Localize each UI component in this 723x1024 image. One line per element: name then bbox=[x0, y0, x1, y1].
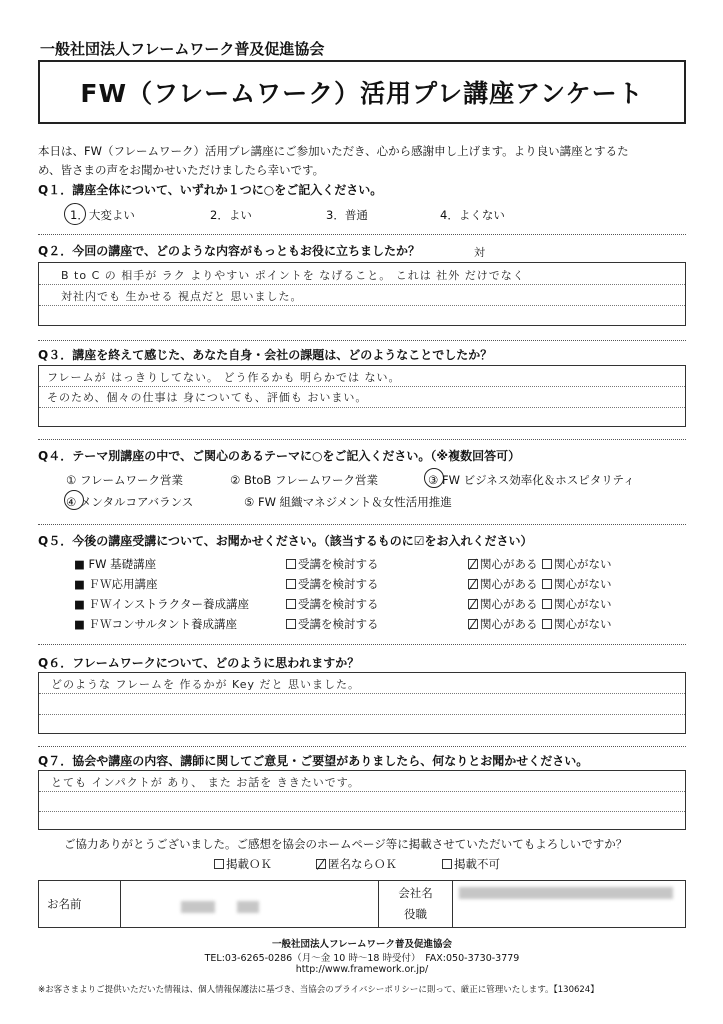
q4-theme[interactable]: ① フレームワーク営業 bbox=[66, 473, 184, 487]
q1-option[interactable]: 3．普通 bbox=[326, 208, 368, 222]
checkbox-icon bbox=[542, 559, 552, 569]
q5-label: Q５．今後の講座受講について、お聞かせください。（該当するものに☑をお入れください） bbox=[38, 534, 533, 548]
q5-table bbox=[74, 556, 674, 636]
divider bbox=[38, 340, 686, 341]
consent-option[interactable]: 掲載ＯＫ bbox=[214, 856, 272, 872]
q5-course: ■ FW 基礎講座 bbox=[74, 557, 157, 571]
divider bbox=[38, 439, 686, 440]
q7-answer-box[interactable] bbox=[38, 770, 686, 830]
checkbox-icon bbox=[542, 579, 552, 589]
divider bbox=[38, 234, 686, 235]
company-label-cell bbox=[379, 881, 453, 927]
q3-answer-line: そのため、個々の仕事は 身についても、評価も おいまい。 bbox=[47, 391, 368, 404]
intro-line-2: め、皆さまの声をお聞かせいただけましたら幸いです。 bbox=[38, 163, 325, 177]
q6-label: Q６．フレームワークについて、どのように思われますか？ bbox=[38, 656, 360, 670]
checkbox-icon bbox=[286, 559, 296, 569]
checkbox-icon bbox=[286, 599, 296, 609]
checkbox-checked-icon bbox=[316, 859, 326, 869]
q5-option-consider[interactable]: 受講を検討する bbox=[286, 576, 379, 592]
redacted-name bbox=[237, 901, 259, 913]
q5-course: ■ ＦＷインストラクター養成講座 bbox=[74, 597, 249, 611]
redacted-name bbox=[181, 901, 215, 913]
name-field[interactable] bbox=[121, 881, 379, 927]
checkbox-icon bbox=[286, 619, 296, 629]
privacy-note: ※お客さまよりご提供いただいた情報は、個人情報保護法に基づき、当協会のプライバシーポリシーに則って、厳正に管理いたします。【130624】 bbox=[38, 985, 599, 995]
checkbox-icon bbox=[542, 599, 552, 609]
q2-label: Q２．今回の講座で、どのような内容がもっともお役に立ちましたか？ bbox=[38, 244, 420, 258]
q6-answer-line: どのような フレームを 作るかが Key だと 思いました。 bbox=[51, 678, 360, 691]
q5-option-consider[interactable]: 受講を検討する bbox=[286, 596, 379, 612]
q2-answer-box[interactable] bbox=[38, 262, 686, 326]
checkbox-checked-icon bbox=[468, 599, 478, 609]
q5-option-consider[interactable]: 受講を検討する bbox=[286, 556, 379, 572]
q5-option-interested[interactable]: 関心がある bbox=[468, 556, 538, 572]
divider bbox=[38, 524, 686, 525]
checkbox-checked-icon bbox=[468, 619, 478, 629]
q3-answer-box[interactable] bbox=[38, 365, 686, 427]
q7-answer-line: とても インパクトが あり、 また お話を ききたいです。 bbox=[51, 776, 360, 789]
name-label: お名前 bbox=[47, 897, 82, 911]
intro-text bbox=[38, 142, 686, 180]
q5-option-interested[interactable]: 関心がある bbox=[468, 596, 538, 612]
q4-theme[interactable]: ⑤ FW 組織マネジメント＆女性活用推進 bbox=[244, 495, 452, 509]
checkbox-checked-icon bbox=[468, 559, 478, 569]
q5-option-not-interested[interactable]: 関心がない bbox=[542, 556, 612, 572]
q2-answer-line: B to C の 相手が ラク よりやすい ポイントを なげること。 これは 社外 だけでなく bbox=[61, 269, 525, 282]
intro-line-1: 本日は、FW（フレームワーク）活用プレ講座にご参加いただき、心から感謝申し上げます。より良い講座とするた bbox=[38, 144, 629, 158]
footer-contact: TEL:03-6265-0286（月～金 10 時～18 時受付） FAX:050-3730-3779 bbox=[204, 953, 520, 964]
q2-margin-note: 対 bbox=[474, 246, 486, 259]
q6-answer-box[interactable] bbox=[38, 672, 686, 734]
q2-answer-line: 対社内でも 生かせる 視点だと 思いました。 bbox=[61, 290, 303, 303]
divider bbox=[38, 644, 686, 645]
q1-option[interactable]: 1．大変よい bbox=[70, 208, 135, 222]
organization-name: 一般社団法人フレームワーク普及促進協会 bbox=[40, 40, 325, 58]
checkbox-icon bbox=[214, 859, 224, 869]
respondent-info-table bbox=[38, 880, 686, 928]
checkbox-icon bbox=[542, 619, 552, 629]
q1-option[interactable]: 4．よくない bbox=[440, 208, 505, 222]
q5-option-not-interested[interactable]: 関心がない bbox=[542, 616, 612, 632]
q5-option-not-interested[interactable]: 関心がない bbox=[542, 576, 612, 592]
consent-option[interactable]: 匿名ならＯＫ bbox=[316, 856, 397, 872]
q4-label: Q４．テーマ別講座の中で、ご関心のあるテーマに○をご記入ください。（※複数回答可） bbox=[38, 449, 521, 463]
footer-organization: 一般社団法人フレームワーク普及促進協会 bbox=[271, 939, 453, 950]
checkbox-checked-icon bbox=[468, 579, 478, 589]
q5-option-not-interested[interactable]: 関心がない bbox=[542, 596, 612, 612]
footer-url[interactable]: http://www.framework.or.jp/ bbox=[295, 964, 429, 975]
redacted-company bbox=[459, 887, 673, 899]
title-box bbox=[38, 60, 686, 124]
q5-course: ■ ＦＷ応用講座 bbox=[74, 577, 158, 591]
q4-theme[interactable]: ③ FW ビジネス効率化＆ホスピタリティ bbox=[428, 473, 635, 487]
q5-option-interested[interactable]: 関心がある bbox=[468, 616, 538, 632]
q1-option[interactable]: 2．よい bbox=[210, 208, 252, 222]
q3-label: Q３．講座を終えて感じた、あなた自身・会社の課題は、どのようなことでしたか？ bbox=[38, 348, 493, 362]
consent-question: ご協力ありがとうございました。ご感想を協会のホームページ等に掲載させていただいてもよろしいですか？ bbox=[64, 837, 628, 851]
q5-option-consider[interactable]: 受講を検討する bbox=[286, 616, 379, 632]
company-field[interactable] bbox=[453, 881, 685, 927]
consent-options bbox=[214, 856, 634, 874]
q5-option-interested[interactable]: 関心がある bbox=[468, 576, 538, 592]
consent-option[interactable]: 掲載不可 bbox=[442, 856, 500, 872]
q3-answer-line: フレームが はっきりしてない。 どう作るかも 明らかでは ない。 bbox=[47, 371, 401, 384]
q4-themes bbox=[66, 472, 686, 516]
q4-theme[interactable]: ④ メンタルコアバランス bbox=[66, 495, 194, 509]
page-title: FW（フレームワーク）活用プレ講座アンケート bbox=[80, 79, 644, 108]
company-label: 会社名 bbox=[398, 886, 433, 900]
q4-theme[interactable]: ② BtoB フレームワーク営業 bbox=[230, 473, 378, 487]
q5-course: ■ ＦＷコンサルタント養成講座 bbox=[74, 617, 237, 631]
position-label: 役職 bbox=[404, 907, 427, 921]
q7-label: Q７．協会や講座の内容、講師に関してご意見・ご要望がありましたら、何なりとお聞かせください。 bbox=[38, 754, 589, 768]
q1-label: Q１．講座全体について、いずれか１つに○をご記入ください。 bbox=[38, 183, 383, 197]
divider bbox=[38, 746, 686, 747]
checkbox-icon bbox=[286, 579, 296, 589]
checkbox-icon bbox=[442, 859, 452, 869]
